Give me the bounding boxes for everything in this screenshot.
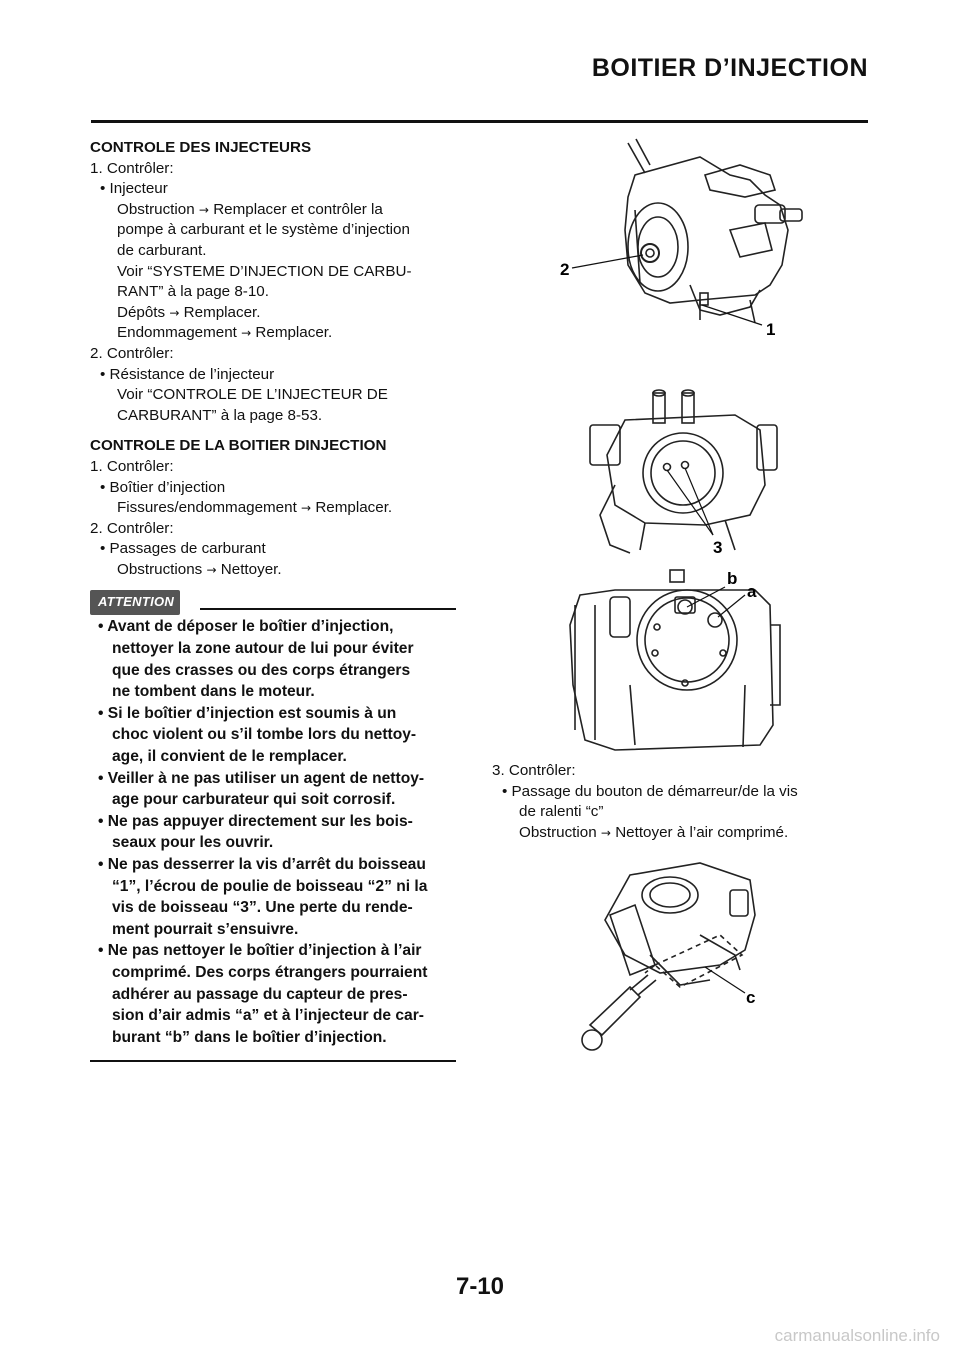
header-rule (91, 120, 868, 123)
callout-c: c (746, 988, 756, 1007)
text-line: Obstructions → Nettoyer. (117, 560, 282, 578)
step-1: 1. Contrôler: (90, 457, 174, 475)
bullet-passage-demarreur: • Passage du bouton de démarreur/de la vis (502, 782, 798, 800)
step-3: 3. Contrôler: (492, 762, 576, 779)
warning-line: • Si le boîtier d’injection est soumis à un (98, 704, 397, 722)
text-line: CARBURANT” à la page 8-53. (117, 406, 323, 424)
bullet-passages: • Passages de carburant (100, 540, 266, 558)
text-line: de carburant. (117, 241, 207, 259)
attention-header (90, 586, 462, 616)
attention-rule (200, 608, 456, 610)
callout-1: 1 (766, 320, 776, 339)
figure-starter-passage (570, 855, 770, 1060)
warning-line: • Ne pas desserrer la vis d’arrêt du boisseau (98, 856, 426, 873)
text-line: Voir “CONTROLE DE L’INJECTEUR DE (117, 386, 388, 404)
section-heading-boitier: CONTROLE DE LA BOITIER DINJECTION (90, 437, 387, 455)
step-1: 1. Contrôler: (90, 159, 174, 177)
warning-line: que des crasses ou des corps étrangers (112, 661, 411, 679)
arrow-icon: → (169, 305, 180, 320)
warning-line: choc violent ou s’il tombe lors du nettoy- (112, 726, 417, 744)
watermark: carmanualsonline.info (774, 1326, 940, 1345)
warning-line: • Ne pas nettoyer le boîtier d’injection à l’air (98, 942, 422, 960)
arrow-icon: → (198, 202, 209, 217)
section-heading-injecteurs: CONTROLE DES INJECTEURS (90, 139, 312, 156)
bullet-boitier: • Boîtier d’injection (100, 478, 226, 496)
text-line: Dépôts → Remplacer. (117, 303, 261, 321)
text-line: RANT” à la page 8-10. (117, 283, 269, 301)
callout-2: 2 (560, 260, 570, 279)
figure-throttle-body-front (585, 375, 785, 565)
bullet-injecteur: • Injecteur (100, 180, 168, 198)
warning-line: nettoyer la zone autour de lui pour éviter (112, 640, 414, 658)
warning-line: vis de boisseau “3”. Une perte du rende- (112, 899, 413, 917)
text-line: Obstruction → Remplacer et contrôler la (117, 200, 383, 218)
callout-3: 3 (713, 538, 723, 557)
page-number: 7-10 (455, 1273, 505, 1300)
warning-line: ne tombent dans le moteur. (112, 683, 315, 701)
warning-line: “1”, l’écrou de poulie de boisseau “2” ni la (112, 877, 428, 895)
warning-line: comprimé. Des corps étrangers pourraient (112, 963, 428, 981)
warning-line: seaux pour les ouvrir. (112, 834, 274, 852)
figure-throttle-body-side (550, 135, 810, 345)
attention-badge: ATTENTION (90, 590, 180, 615)
warning-line: sion d’air admis “a” et à l’injecteur de car- (112, 1007, 424, 1025)
warning-line: • Veiller à ne pas utiliser un agent de nettoy- (98, 769, 425, 787)
warning-line: adhérer au passage du capteur de pres- (112, 985, 408, 1003)
figure-throttle-body-bore (555, 565, 785, 760)
attention-end-rule (90, 1060, 456, 1062)
callout-b: b (727, 569, 738, 588)
arrow-icon: → (600, 825, 611, 840)
arrow-icon: → (301, 501, 312, 516)
text-line: Voir “SYSTEME D’INJECTION DE CARBU- (117, 262, 412, 280)
step-2: 2. Contrôler: (90, 344, 174, 362)
callout-a: a (747, 582, 757, 601)
step-2: 2. Contrôler: (90, 519, 174, 537)
text-line: Obstruction → Nettoyer à l’air comprimé. (519, 823, 789, 841)
bullet-resistance: • Résistance de l’injecteur (100, 365, 275, 383)
text-line: Fissures/endommagement → Remplacer. (117, 499, 393, 517)
arrow-icon: → (241, 326, 252, 341)
left-column (90, 138, 462, 1062)
text-line: Endommagement → Remplacer. (117, 324, 333, 342)
warning-line: • Ne pas appuyer directement sur les bois- (98, 812, 413, 830)
warning-line: burant “b” dans le boîtier d’injection. (112, 1028, 387, 1046)
text-line: de ralenti “c” (519, 803, 604, 821)
page-title: BOITIER D’INJECTION (591, 54, 868, 82)
right-column (492, 761, 864, 843)
warning-line: • Avant de déposer le boîtier d’injection, (98, 618, 394, 636)
warning-line: age, il convient de le remplacer. (112, 748, 347, 766)
attention-box (90, 616, 462, 1048)
warning-line: ment pourrait s’ensuivre. (112, 920, 299, 938)
text-line: pompe à carburant et le système d’injection (117, 221, 410, 239)
arrow-icon: → (206, 562, 217, 577)
warning-line: age pour carburateur qui soit corrosif. (112, 791, 396, 809)
